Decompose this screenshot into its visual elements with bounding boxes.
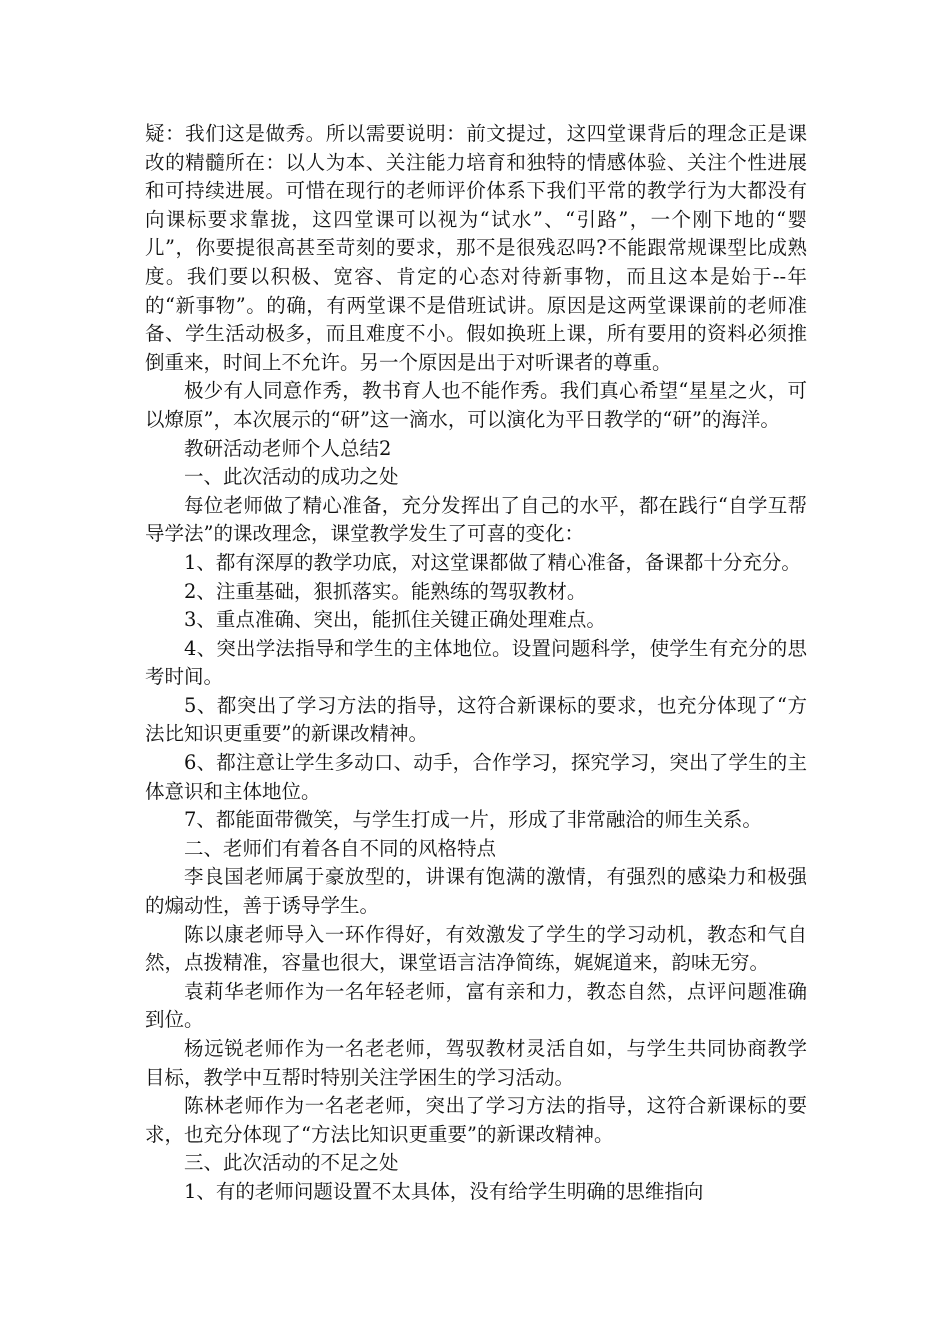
teacher-li: 李良国老师属于豪放型的，讲课有饱满的激情，有强烈的感染力和极强的煽动性，善于诱导学生。 [145,865,807,918]
list-item-1: 1、都有深厚的教学功底，对这堂课都做了精心准备，备课都十分充分。 [184,550,801,574]
list-item-4: 4、突出学法指导和学生的主体地位。设置问题科学，使学生有充分的思考时间。 [145,636,807,689]
heading-success: 一、此次活动的成功之处 [184,465,399,489]
teacher-chen-lin: 陈林老师作为一名老老师，突出了学习方法的指导，这符合新课标的要求，也充分体现了“方法比知识更重要”的新课改精神。 [145,1094,807,1146]
teacher-chen-yikang: 陈以康老师导入一环作得好，有效激发了学生的学习动机，教态和气自然，点拨精准，容量也很大，课堂语言洁净简练，娓娓道来，韵味无穷。 [145,922,807,975]
document-page [145,120,807,1207]
section-title: 教研活动老师个人总结2 [184,436,392,460]
heading-shortcomings: 三、此次活动的不足之处 [184,1151,399,1175]
list-item-2: 2、注重基础，狠抓落实。能熟练的驾驭教材。 [184,579,587,603]
list-item-7: 7、都能面带微笑，与学生打成一片，形成了非常融洽的师生关系。 [184,808,762,832]
paragraph-1: 疑：我们这是做秀。所以需要说明：前文提过，这四堂课背后的理念正是课改的精髓所在：以人为本、关注能力培育和独特的情感体验、关注个性进展和可持续进展。可惜在现行的老师评价体系下我们平常的教学行为大都没有向课标要求靠拢，这四堂课可以视为“试水”、“引路”，一个刚下地的“婴儿”，你要提很高甚至苛刻的要求，那不是很残忍吗?不能跟常规课型比成熟度。我们要以积极、宽容、肯定的心态对待新事物，而且这本是始于--年的“新事物”。的确，有两堂课不是借班试讲。原因是这两堂课课前的老师准备、学生活动极多，而且难度不小。假如换班上课，所有要用的资料必须推倒重来，时间上不允许。另一个原因是出于对听课者的尊重。 [145,122,807,374]
list-item-3: 3、重点准确、突出，能抓住关键正确处理难点。 [184,608,606,632]
paragraph-2: 极少有人同意作秀，教书育人也不能作秀。我们真心希望“星星之火，可以燎原”，本次展示的“研”这一滴水，可以演化为平日教学的“研”的海洋。 [145,379,807,431]
list-item-5: 5、都突出了学习方法的指导，这符合新课标的要求，也充分体现了“方法比知识更重要”的新课改精神。 [145,693,807,746]
teacher-yuan: 袁莉华老师作为一名年轻老师，富有亲和力，教态自然，点评问题准确到位。 [145,979,807,1032]
paragraph-intro: 每位老师做了精心准备，充分发挥出了自己的水平，都在践行“自学互帮导学法”的课改理念，课堂教学发生了可喜的变化： [145,493,807,546]
list-item-6: 6、都注意让学生多动口、动手，合作学习，探究学习，突出了学生的主体意识和主体地位。 [145,751,807,803]
shortcoming-item-1: 1、有的老师问题设置不太具体，没有给学生明确的思维指向 [184,1179,704,1203]
heading-styles: 二、老师们有着各自不同的风格特点 [184,836,497,860]
teacher-yang: 杨远锐老师作为一名老老师，驾驭教材灵活自如，与学生共同协商教学目标，教学中互帮时特别关注学困生的学习活动。 [145,1037,807,1089]
